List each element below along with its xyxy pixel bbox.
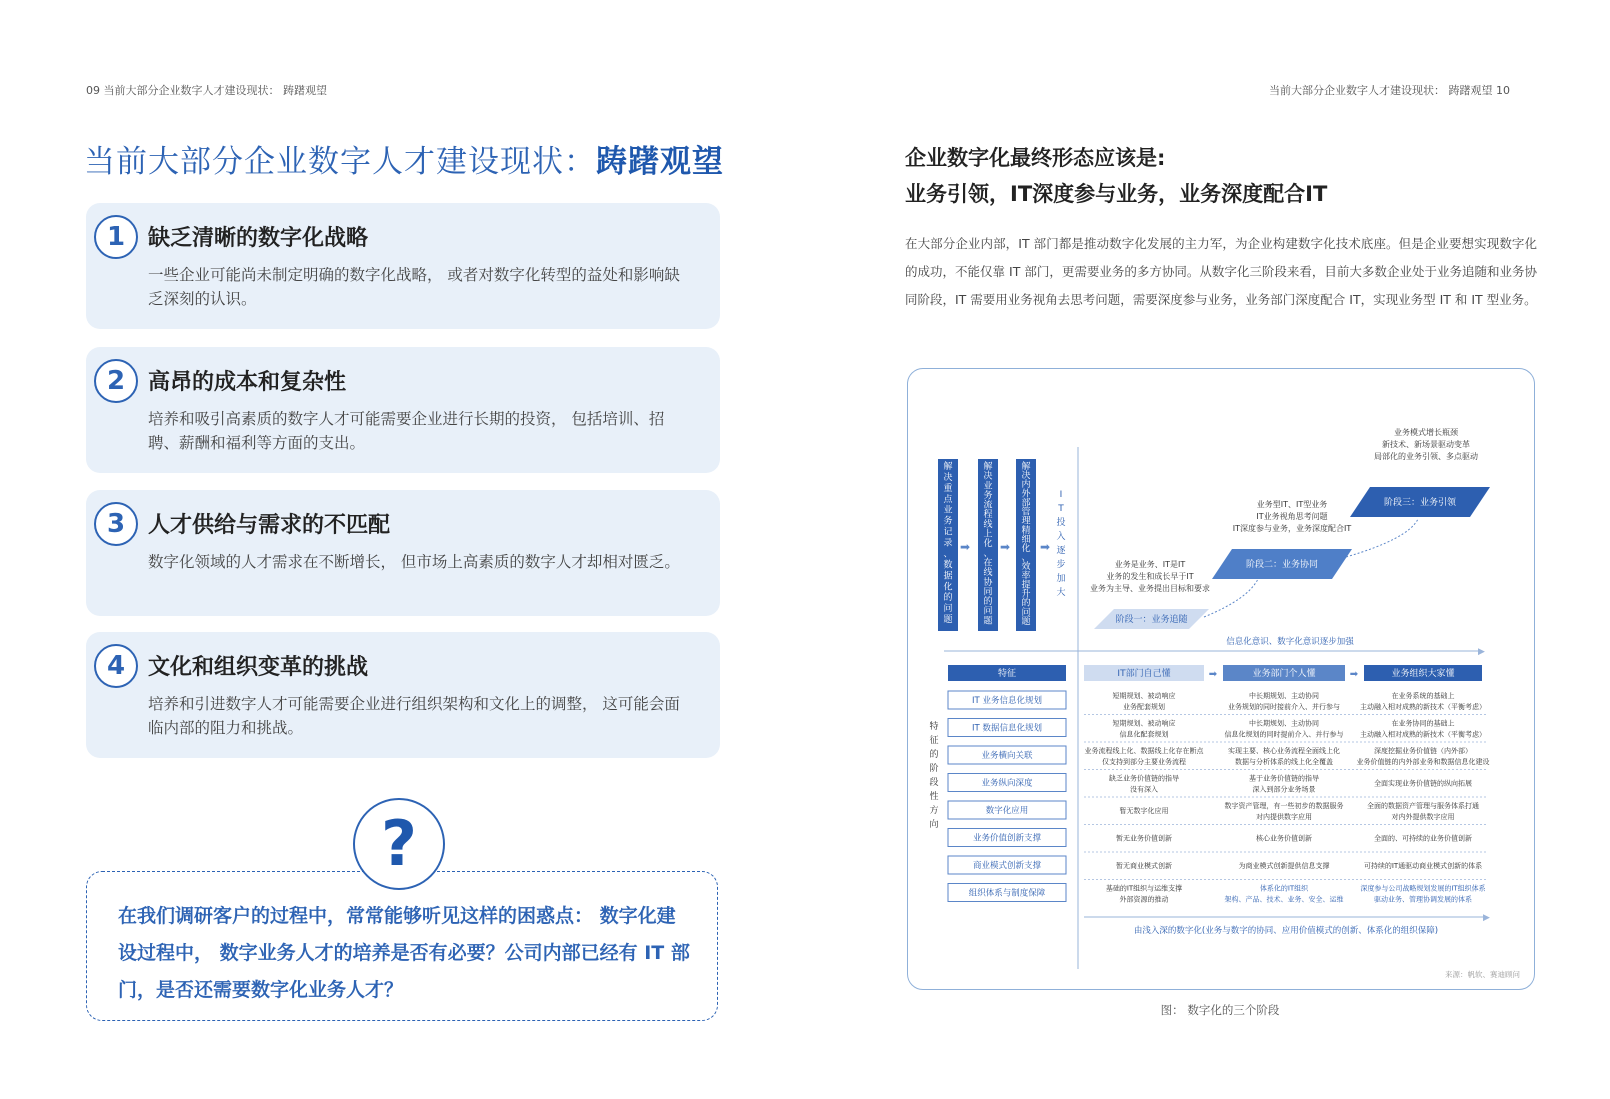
card-number-3: 3: [94, 502, 138, 546]
vertical-bar-text-char: 据: [943, 571, 953, 582]
card-body-2: 培养和吸引高素质的数字人才可能需要企业进行长期的投资， 包括培训、招聘、薪酬和福利等方面的支出。: [148, 410, 665, 452]
header-arrow-icon: ➡: [1349, 669, 1359, 680]
vertical-bar-text-char: 细: [1021, 534, 1031, 545]
row-cell-text: 外部资源的推动: [1119, 895, 1169, 904]
digitalization-stages-diagram: [907, 368, 1535, 990]
side-label-char: 向: [929, 820, 939, 830]
row-cell-text: 架构、产品、技术、业务、安全、运维: [1224, 895, 1344, 904]
vertical-bar-text-char: 管: [1021, 507, 1031, 518]
diagram-svg: [908, 369, 1534, 989]
vertical-bar-text-char: 、: [943, 549, 953, 560]
it-axis-char: I: [1059, 490, 1063, 500]
row-cell-text: 全面的、可持续的业务价值创新: [1374, 834, 1472, 843]
page-title: [84, 136, 724, 181]
row-cell-text: 在业务协同的基础上: [1391, 719, 1455, 728]
right-title-line2: 业务引领，IT深度参与业务，业务深度配合IT: [905, 182, 1328, 206]
vertical-bar-text-char: 提: [1021, 580, 1031, 591]
stage-note-3: 局部化的业务引领、多点驱动: [1374, 452, 1478, 461]
vertical-bar-text-char: 业: [983, 481, 993, 492]
vertical-bar-text-char: 精: [1021, 525, 1031, 536]
row-cell-text: 暂无数字化应用: [1119, 807, 1169, 815]
row-cell-text: 缺乏业务价值链的指导: [1109, 774, 1179, 783]
challenge-card-2: [86, 347, 720, 473]
header-arrow-icon: ➡: [1208, 669, 1218, 680]
vertical-bar-text-char: 务: [983, 490, 993, 501]
info-awareness-label: 信息化意识、数字化意识逐步加强: [1226, 637, 1354, 647]
side-label-char: 的: [929, 750, 939, 760]
vertical-bar-text-char: 理: [1021, 516, 1031, 527]
vertical-bar-text-char: 升: [1021, 589, 1031, 600]
stage-note-2: 业务型IT、IT型业务: [1256, 500, 1328, 509]
row-cell-text: 核心业务价值创新: [1256, 834, 1312, 843]
stage-note-3: 新技术、新场景驱动变革: [1382, 440, 1470, 449]
page-title-emphasis: 踌躇观望: [596, 144, 724, 180]
row-cell-text: 数字资产管理，有一些初步的数据服务: [1224, 802, 1344, 810]
vertical-bar-text-char: 线: [983, 519, 993, 530]
row-cell-text: 为商业模式创新提供信息支撑: [1238, 862, 1330, 870]
side-label-char: 性: [929, 792, 939, 802]
row-cell-text: 主动融入相对成熟的新技术（平衡考虑）: [1360, 703, 1486, 711]
vertical-bar-text-char: 业: [943, 505, 953, 516]
card-number-4: 4: [94, 644, 138, 688]
bottom-arrow-label: 由浅入深的数字化(业务与数字的协同、应用价值模式的创新、体系化的组织保障): [1133, 926, 1439, 936]
vertical-bar-text-char: 化: [1021, 544, 1031, 554]
row-label-1: IT 业务信息化规划: [972, 696, 1042, 706]
vertical-bar-text-char: 协: [983, 577, 993, 588]
vertical-bar-text-char: 记: [943, 527, 953, 538]
vertical-bar-text-char: 录: [943, 538, 953, 549]
row-cell-text: 深度参与公司战略规划发展的IT组织体系: [1360, 884, 1486, 893]
vertical-bar-text-char: 线: [983, 568, 993, 579]
row-cell-text: 仅支持到部分主要业务流程: [1102, 758, 1186, 766]
side-label-char: 方: [929, 806, 939, 816]
question-mark-icon: ?: [353, 798, 445, 890]
row-cell-text: 数据与分析体系的线上化全覆盖: [1235, 758, 1333, 766]
row-cell-text: 没有深入: [1130, 785, 1158, 794]
row-cell-text: 基于业务价值链的指导: [1249, 774, 1319, 783]
row-cell-text: 信息化配套规划: [1119, 730, 1169, 739]
row-cell-text: 暂无业务价值创新: [1116, 834, 1172, 843]
vertical-bar-text-char: 决: [1021, 471, 1031, 482]
card-body-4: 培养和引进数字人才可能需要企业进行组织架构和文化上的调整， 这可能会面临内部的阻力和挑战。: [148, 695, 680, 737]
side-label-char: 段: [929, 778, 939, 788]
vertical-bar-text-char: 重: [943, 483, 953, 494]
vertical-bar-text-char: 决: [983, 471, 993, 482]
row-cell-text: 深度挖掘业务价值链（内外部）: [1374, 747, 1472, 755]
vertical-bar-text-char: 化: [943, 582, 953, 593]
side-label-char: 征: [929, 736, 939, 746]
vertical-bar-text-char: 外: [1021, 489, 1031, 500]
figure-caption: 图： 数字化的三个阶段: [1160, 1003, 1280, 1017]
it-axis-char: 逐: [1056, 546, 1066, 556]
row-label-4: 业务纵向深度: [981, 778, 1033, 789]
stage-label-3: 阶段三：业务引领: [1383, 498, 1457, 508]
row-cell-text: 全面实现业务价值链的纵向拓展: [1374, 779, 1472, 788]
stage-note-1: 业务是业务、IT是IT: [1114, 560, 1186, 569]
table-header-text-1: IT部门自己懂: [1117, 669, 1171, 679]
row-cell-text: 业务配套规划: [1123, 703, 1165, 711]
it-axis-char: 大: [1056, 588, 1066, 598]
bar-arrow-icon: ➡: [1039, 540, 1051, 554]
row-cell-text: 暂无商业模式创新: [1116, 862, 1172, 870]
row-label-5: 数字化应用: [985, 806, 1029, 816]
it-axis-char: T: [1058, 504, 1064, 514]
stage-label-2: 阶段二：业务协同: [1245, 560, 1319, 570]
stage-connector-2: [1346, 519, 1418, 557]
card-title-4: 文化和组织变革的挑战: [148, 655, 369, 680]
table-header-text-3: 业务组织大家懂: [1391, 669, 1455, 679]
vertical-bar-text-char: 同: [983, 587, 993, 598]
row-label-8: 组织体系与制度保障: [968, 888, 1046, 899]
card-title-3: 人才供给与需求的不匹配: [148, 513, 391, 538]
vertical-bar-text-char: 程: [983, 510, 993, 521]
vertical-bar-text-char: 流: [983, 500, 993, 511]
card-body-1: 一些企业可能尚未制定明确的数字化战略， 或者对数字化转型的益处和影响缺乏深刻的认识。: [148, 266, 680, 308]
vertical-bar-text-char: 、: [1021, 553, 1031, 564]
row-cell-text: 业务规划的同时接前介入、并行参与: [1228, 703, 1340, 711]
stage-note-2: IT业务视角思考问题: [1256, 512, 1328, 521]
page-header-left: 09 当前大部分企业数字人才建设现状： 踌躇观望: [86, 84, 327, 97]
row-cell-text: 基础的IT组织与运维支撑: [1105, 884, 1183, 893]
vertical-bar-text-char: 务: [943, 516, 953, 527]
row-cell-text: 可持续的IT通驱动商业模式创新的体系: [1363, 862, 1483, 870]
vertical-bar-text-char: 点: [943, 494, 953, 505]
stage-note-3: 业务模式增长瓶颈: [1394, 428, 1458, 437]
row-cell-text: 业务价值链的内外部业务和数据信息化建设: [1356, 758, 1490, 766]
vertical-bar-text-char: 数: [943, 560, 953, 571]
row-cell-text: 中长期规划、主动协同: [1249, 719, 1319, 728]
challenge-card-3: [86, 490, 720, 616]
row-cell-text: 深入到部分业务场景: [1252, 785, 1316, 794]
row-cell-text: 对内提供数字应用: [1256, 813, 1312, 821]
vertical-bar-text-char: 内: [1021, 480, 1031, 491]
row-cell-text: 在业务系统的基础上: [1391, 692, 1455, 700]
row-label-3: 业务横向关联: [981, 751, 1033, 761]
question-text: 在我们调研客户的过程中，常常能够听见这样的困惑点： 数字化建设过程中， 数字业务人才的培养是否有必要？公司内部已经有 IT 部门，是否还需要数字化业务人才？: [118, 905, 690, 1001]
row-label-7: 商业模式创新支撑: [972, 861, 1042, 871]
bottom-arrow-icon: ▶: [1483, 913, 1490, 923]
it-axis-char: 步: [1056, 560, 1066, 570]
it-axis-char: 入: [1056, 532, 1066, 542]
challenge-card-4: [86, 632, 720, 758]
row-cell-text: 全面的数据资产管理与服务体系打通: [1367, 802, 1479, 810]
challenge-card-1: [86, 203, 720, 329]
right-paragraph: 在大部分企业内部，IT 部门都是推动数字化发展的主力军，为企业构建数字化技术底座。但是企业要想实现数字化的成功，不能仅靠 IT 部门，更需要业务的多方协同。从数字化三阶段来看，目前大多数企业处于业务追随和业务协同阶段，IT 需要用业务视角去思考问题，需要深度参与业务，业务部门深度配合 IT，实现业务型 IT 和 IT 型业务。: [905, 236, 1537, 307]
vertical-bar-text-char: 率: [1021, 571, 1031, 582]
vertical-bar-text-char: 解: [943, 462, 953, 472]
row-cell-text: 业务流程线上化、数据线上化存在断点: [1084, 747, 1204, 755]
vertical-bar-text-char: 题: [983, 616, 993, 627]
vertical-bar-text-char: 解: [983, 462, 993, 472]
row-cell-text: 实现主要、核心业务流程全面线上化: [1228, 747, 1340, 755]
vertical-bar-text-char: 问: [983, 606, 993, 617]
side-label-char: 阶: [929, 764, 939, 774]
row-label-6: 业务价值创新支撑: [972, 833, 1042, 844]
page-header-right: 当前大部分企业数字人才建设现状： 踌躇观望 10: [1269, 84, 1510, 97]
bar-arrow-icon: ➡: [999, 540, 1011, 554]
stage-connector-1: [1204, 579, 1258, 617]
row-cell-text: 信息化规划的同时提前介入、并行参与: [1224, 730, 1344, 739]
stage-note-2: IT深度参与业务，业务深度配合IT: [1232, 524, 1352, 533]
row-label-2: IT 数据信息化规划: [972, 723, 1042, 734]
side-label-char: 特: [929, 722, 939, 732]
table-header-text-2: 业务部门个人懂: [1252, 669, 1316, 679]
it-axis-char: 投: [1056, 518, 1066, 528]
vertical-bar-text-char: 效: [1021, 562, 1031, 573]
vertical-bar-text-char: 问: [943, 604, 953, 615]
row-cell-text: 短期规划、被动响应: [1112, 692, 1176, 700]
vertical-bar-text-char: 决: [943, 472, 953, 483]
row-cell-text: 对内外提供数字应用: [1391, 813, 1455, 821]
card-body-3: 数字化领域的人才需求在不断增长， 但市场上高素质的数字人才却相对匮乏。: [148, 553, 680, 571]
row-cell-text: 体系化的IT组织: [1259, 884, 1309, 893]
vertical-bar-text-char: 化: [983, 539, 993, 550]
card-title-1: 缺乏清晰的数字化战略: [148, 226, 369, 251]
row-cell-text: 主动融入相对成熟的新技术（平衡考虑）: [1360, 730, 1486, 739]
vertical-bar-text-char: 、: [983, 548, 993, 559]
row-cell-text: 短期规划、被动响应: [1112, 719, 1176, 728]
it-axis-char: 加: [1056, 574, 1066, 584]
vertical-bar-text-char: 问: [1021, 607, 1031, 618]
stage-note-1: 业务为主导、业务提出目标和要求: [1090, 584, 1210, 593]
bar-arrow-icon: ➡: [959, 540, 971, 554]
table-header-text-0: 特征: [997, 669, 1017, 679]
vertical-bar-text-char: 的: [1021, 598, 1031, 609]
right-title-line1: 企业数字化最终形态应该是:: [905, 146, 1166, 170]
source-note: 来源：帆软、赛迪顾问: [1445, 970, 1520, 979]
vertical-bar-text-char: 部: [1021, 498, 1031, 509]
page-title-prefix: 当前大部分企业数字人才建设现状：: [84, 144, 596, 180]
card-number-2: 2: [94, 359, 138, 403]
vertical-bar-text-char: 的: [943, 593, 953, 604]
row-cell-text: 驱动业务、管理协调发展的体系: [1374, 895, 1472, 904]
row-cell-text: 中长期规划、主动协同: [1249, 692, 1319, 700]
vertical-bar-text-char: 解: [1021, 462, 1031, 472]
card-title-2: 高昂的成本和复杂性: [148, 370, 347, 395]
vertical-bar-text-char: 的: [983, 597, 993, 608]
vertical-bar-text-char: 题: [1021, 616, 1031, 627]
stage-label-1: 阶段一：业务追随: [1115, 615, 1188, 625]
stage-note-1: 业务的发生和成长早于IT: [1106, 572, 1194, 581]
vertical-bar-text-char: 在: [983, 558, 993, 569]
card-number-1: 1: [94, 215, 138, 259]
vertical-bar-text-char: 上: [983, 529, 993, 540]
axis-arrow-icon: ▶: [1478, 647, 1485, 657]
vertical-bar-text-char: 题: [943, 615, 953, 626]
